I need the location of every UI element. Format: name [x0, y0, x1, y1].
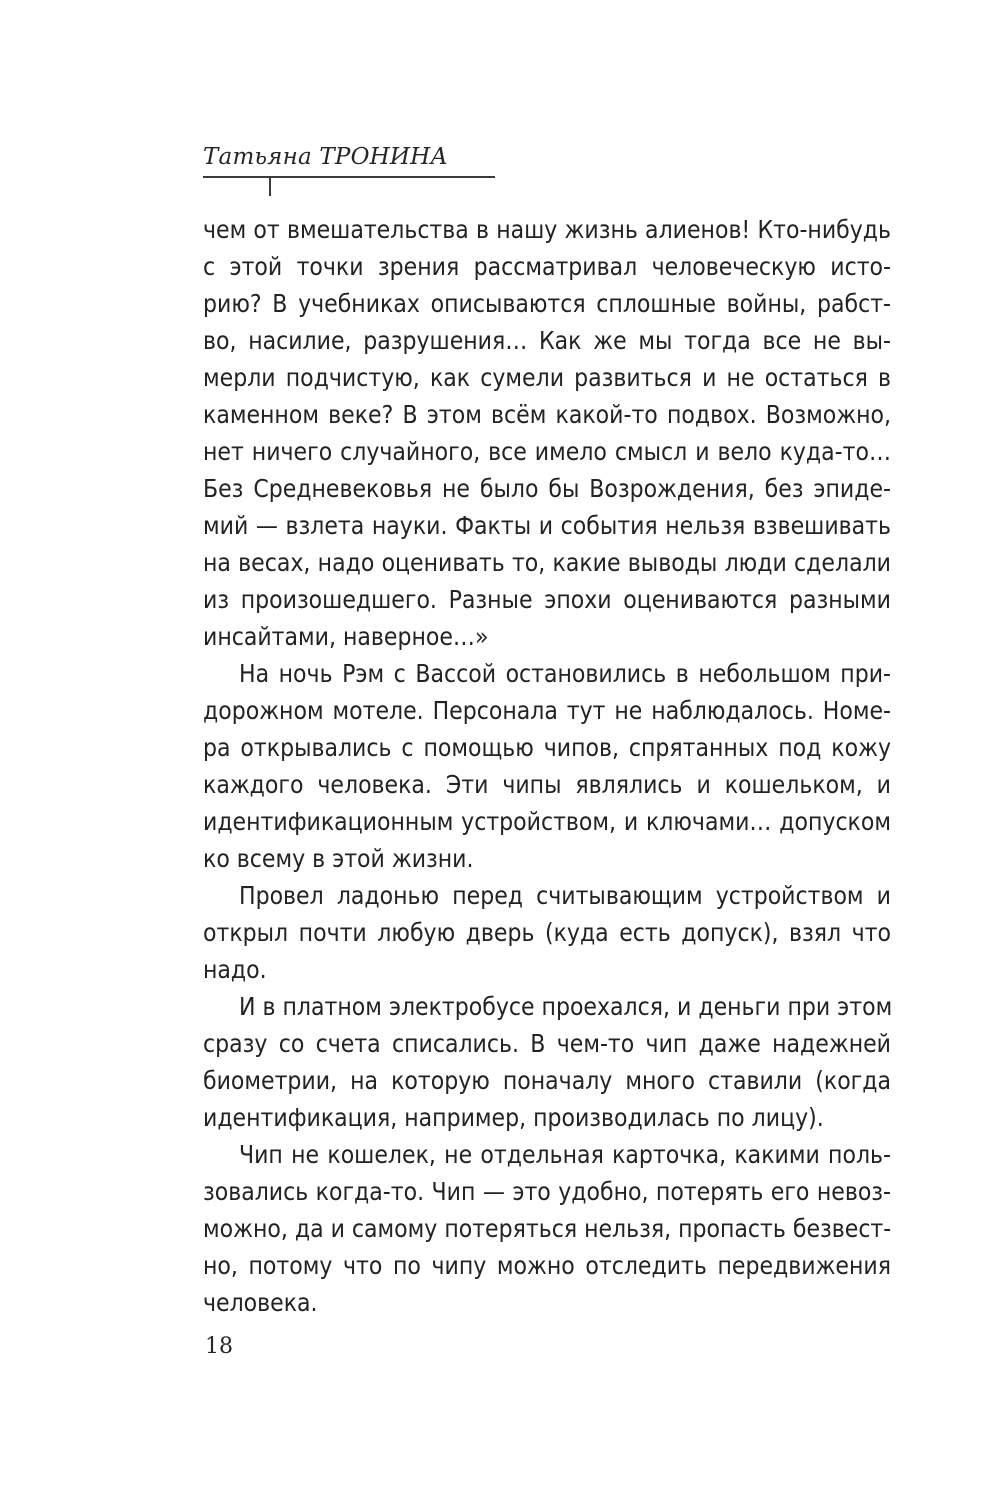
text-line: нет ничего случайного, все имело смысл и вело куда-то… [203, 437, 891, 466]
body-text [203, 211, 891, 1321]
text-line: открыл почти любую дверь (куда есть допуск), взял что [203, 918, 891, 947]
text-line: На ночь Рэм с Вассой остановились в небольшом при- [239, 659, 891, 688]
text-line: каменном веке? В этом всём какой-то подвох. Возможно, [203, 400, 891, 429]
text-line: И в платном электробусе проехался, и деньги при этом [239, 992, 893, 1021]
text-line: ра открывались с помощью чипов, спрятанных под кожу [203, 733, 891, 762]
text-line: Без Средневековья не было бы Возрождения, без эпиде- [203, 474, 891, 503]
text-line: человека. [203, 1288, 318, 1317]
text-line: во, насилие, разрушения… Как же мы тогда все не вы- [203, 326, 891, 355]
text-line: чем от вмешательства в нашу жизнь алиенов! Кто-нибудь [203, 215, 891, 244]
text-line: сразу со счета списались. В чем-то чип даже надежней [203, 1029, 891, 1058]
text-line: Провел ладонью перед считывающим устройством и [239, 881, 891, 910]
text-line: можно, да и самому потеряться нельзя, пропасть безвест- [203, 1214, 892, 1243]
text-line: мий — взлета науки. Факты и события нельзя взвешивать [203, 511, 891, 540]
text-line: из произошедшего. Разные эпохи оцениваются разными [203, 585, 891, 614]
author-name: Татьяна ТРОНИНА [203, 144, 449, 170]
text-line: каждого человека. Эти чипы являлись и кошельком, и [203, 770, 891, 799]
text-line: дорожном мотеле. Персонала тут не наблюдалось. Номе- [203, 696, 891, 725]
page-number: 18 [205, 1334, 233, 1359]
running-head [203, 142, 495, 172]
text-line: Чип не кошелек, не отдельная карточка, какими поль- [239, 1140, 891, 1169]
header-rule-tick [269, 176, 271, 196]
text-line: с этой точки зрения рассматривал человеческую исто- [203, 252, 891, 281]
text-line: инсайтами, наверное…» [203, 622, 489, 651]
text-line: надо. [203, 955, 267, 984]
text-line: на весах, надо оценивать то, какие выводы люди сделали [203, 548, 891, 577]
text-line: но, потому что по чипу можно отследить передвижения [203, 1251, 891, 1280]
text-line: зовались когда-то. Чип — это удобно, потерять его невоз- [203, 1177, 891, 1206]
text-line: ко всему в этой жизни. [203, 844, 474, 873]
text-line: биометрии, на которую поначалу много ставили (когда [203, 1066, 891, 1095]
text-line: идентификация, например, производилась по лицу). [203, 1103, 824, 1132]
header-rule [203, 176, 495, 178]
text-line: рию? В учебниках описываются сплошные войны, рабст- [203, 289, 891, 318]
text-line: мерли подчистую, как сумели развиться и не остаться в [203, 363, 891, 392]
text-line: идентификационным устройством, и ключами… допуском [203, 807, 891, 836]
